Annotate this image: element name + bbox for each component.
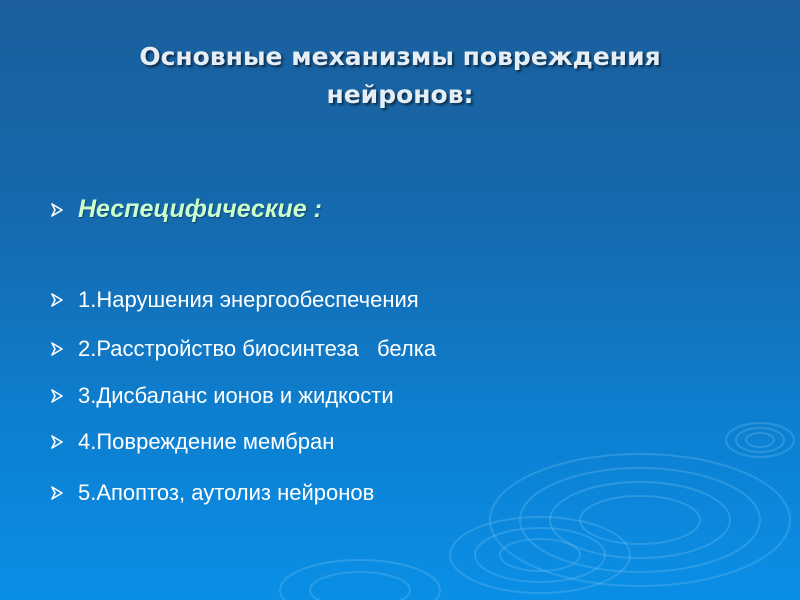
list-item-text: 2.Расстройство биосинтеза белка (78, 336, 437, 361)
page-title (0, 38, 800, 114)
list-item-text: 3.Дисбаланс ионов и жидкости (78, 383, 394, 408)
list-item (50, 336, 436, 362)
list-item (50, 287, 419, 313)
list-item (50, 480, 374, 506)
list-item-heading (50, 195, 322, 224)
arrowhead-bullet-icon (50, 342, 68, 356)
list-item-text: 4.Повреждение мембран (78, 429, 335, 454)
arrowhead-bullet-icon (50, 203, 68, 217)
arrowhead-bullet-icon (50, 389, 68, 403)
section-heading: Неспецифические : (78, 195, 322, 223)
arrowhead-bullet-icon (50, 486, 68, 500)
title-line-2: нейронов: (326, 80, 474, 109)
list-item (50, 383, 394, 409)
list-item (50, 429, 334, 455)
title-line-1: Основные механизмы повреждения (139, 42, 661, 71)
list-item-text: 1.Нарушения энергообеспечения (78, 287, 419, 312)
arrowhead-bullet-icon (50, 435, 68, 449)
list-item-text: 5.Апоптоз, аутолиз нейронов (78, 480, 375, 505)
arrowhead-bullet-icon (50, 293, 68, 307)
